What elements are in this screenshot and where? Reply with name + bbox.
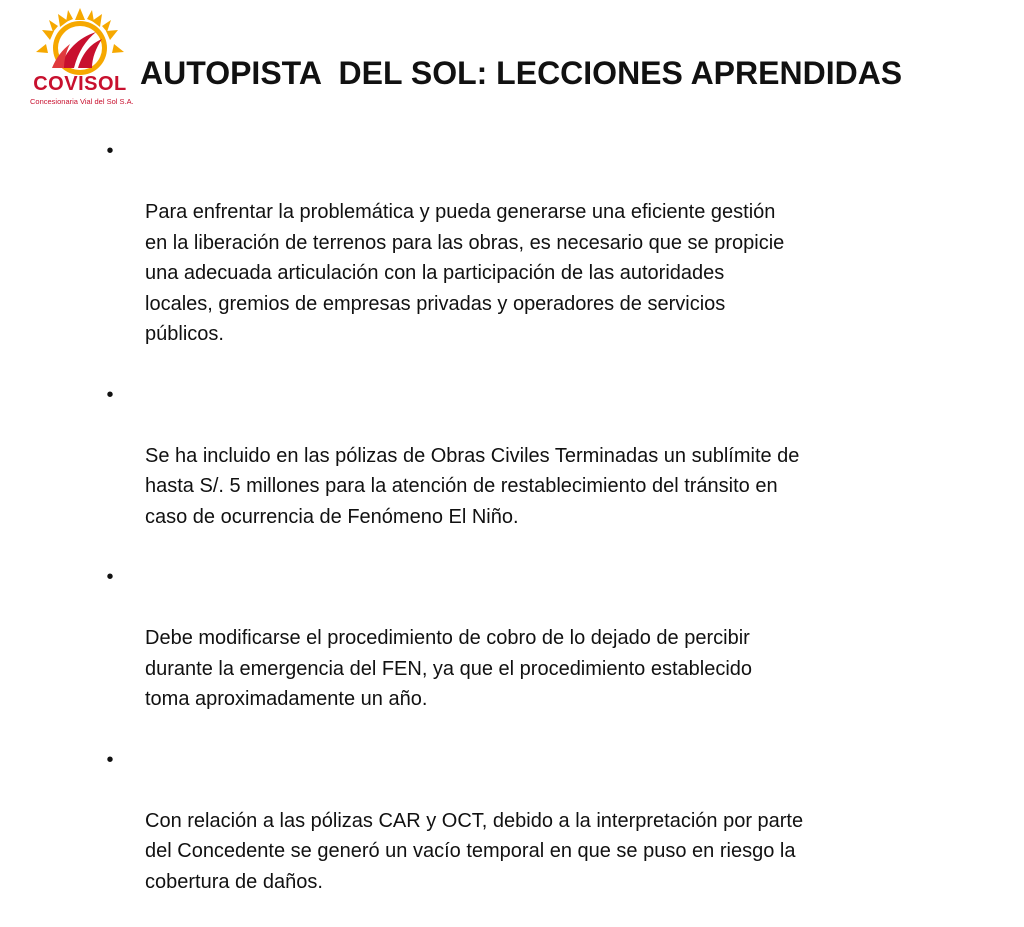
bullet-list (100, 136, 950, 927)
bullet-item (100, 380, 950, 533)
logo-wordmark: COVISOL (33, 73, 127, 95)
bullet-text: Debe modificarse el procedimiento de cobro de lo dejado de percibir durante la emergencia del FEN, ya que el procedimiento establecido toma aproximadamente un año. (145, 627, 753, 710)
slide-title: AUTOPISTA DEL SOL: LECCIONES APRENDIDAS (140, 55, 903, 91)
bullet-item (100, 562, 950, 715)
bullet-marker: • (106, 748, 114, 771)
sun-road-icon (30, 6, 130, 76)
bullet-text: Para enfrentar la problemática y pueda generarse una eficiente gestión en la liberación de terrenos para las obras, es necesario que se propicie una adecuada articulación con la participación de las autoridades locales, gremios de empresas privadas y operadores de servicios públicos. (145, 201, 785, 345)
covisol-logo (30, 6, 134, 110)
bullet-text: Con relación a las pólizas CAR y OCT, debido a la interpretación por parte del Concedente se generó un vacío temporal en que se puso en riesgo la cobertura de daños. (145, 809, 804, 893)
bullet-text: Se ha incluido en las pólizas de Obras Civiles Terminadas un sublímite de hasta S/. 5 millones para la atención de restablecimiento del tránsito en caso de ocurrencia de Fenómeno El Niño. (145, 444, 800, 528)
bullet-item (100, 136, 950, 350)
bullet-marker: • (106, 566, 114, 588)
bullet-marker: • (106, 140, 114, 162)
bullet-item (100, 745, 950, 898)
bullet-marker: • (106, 383, 114, 406)
logo-subtitle: Concesionaria Vial del Sol S.A. (30, 97, 134, 106)
